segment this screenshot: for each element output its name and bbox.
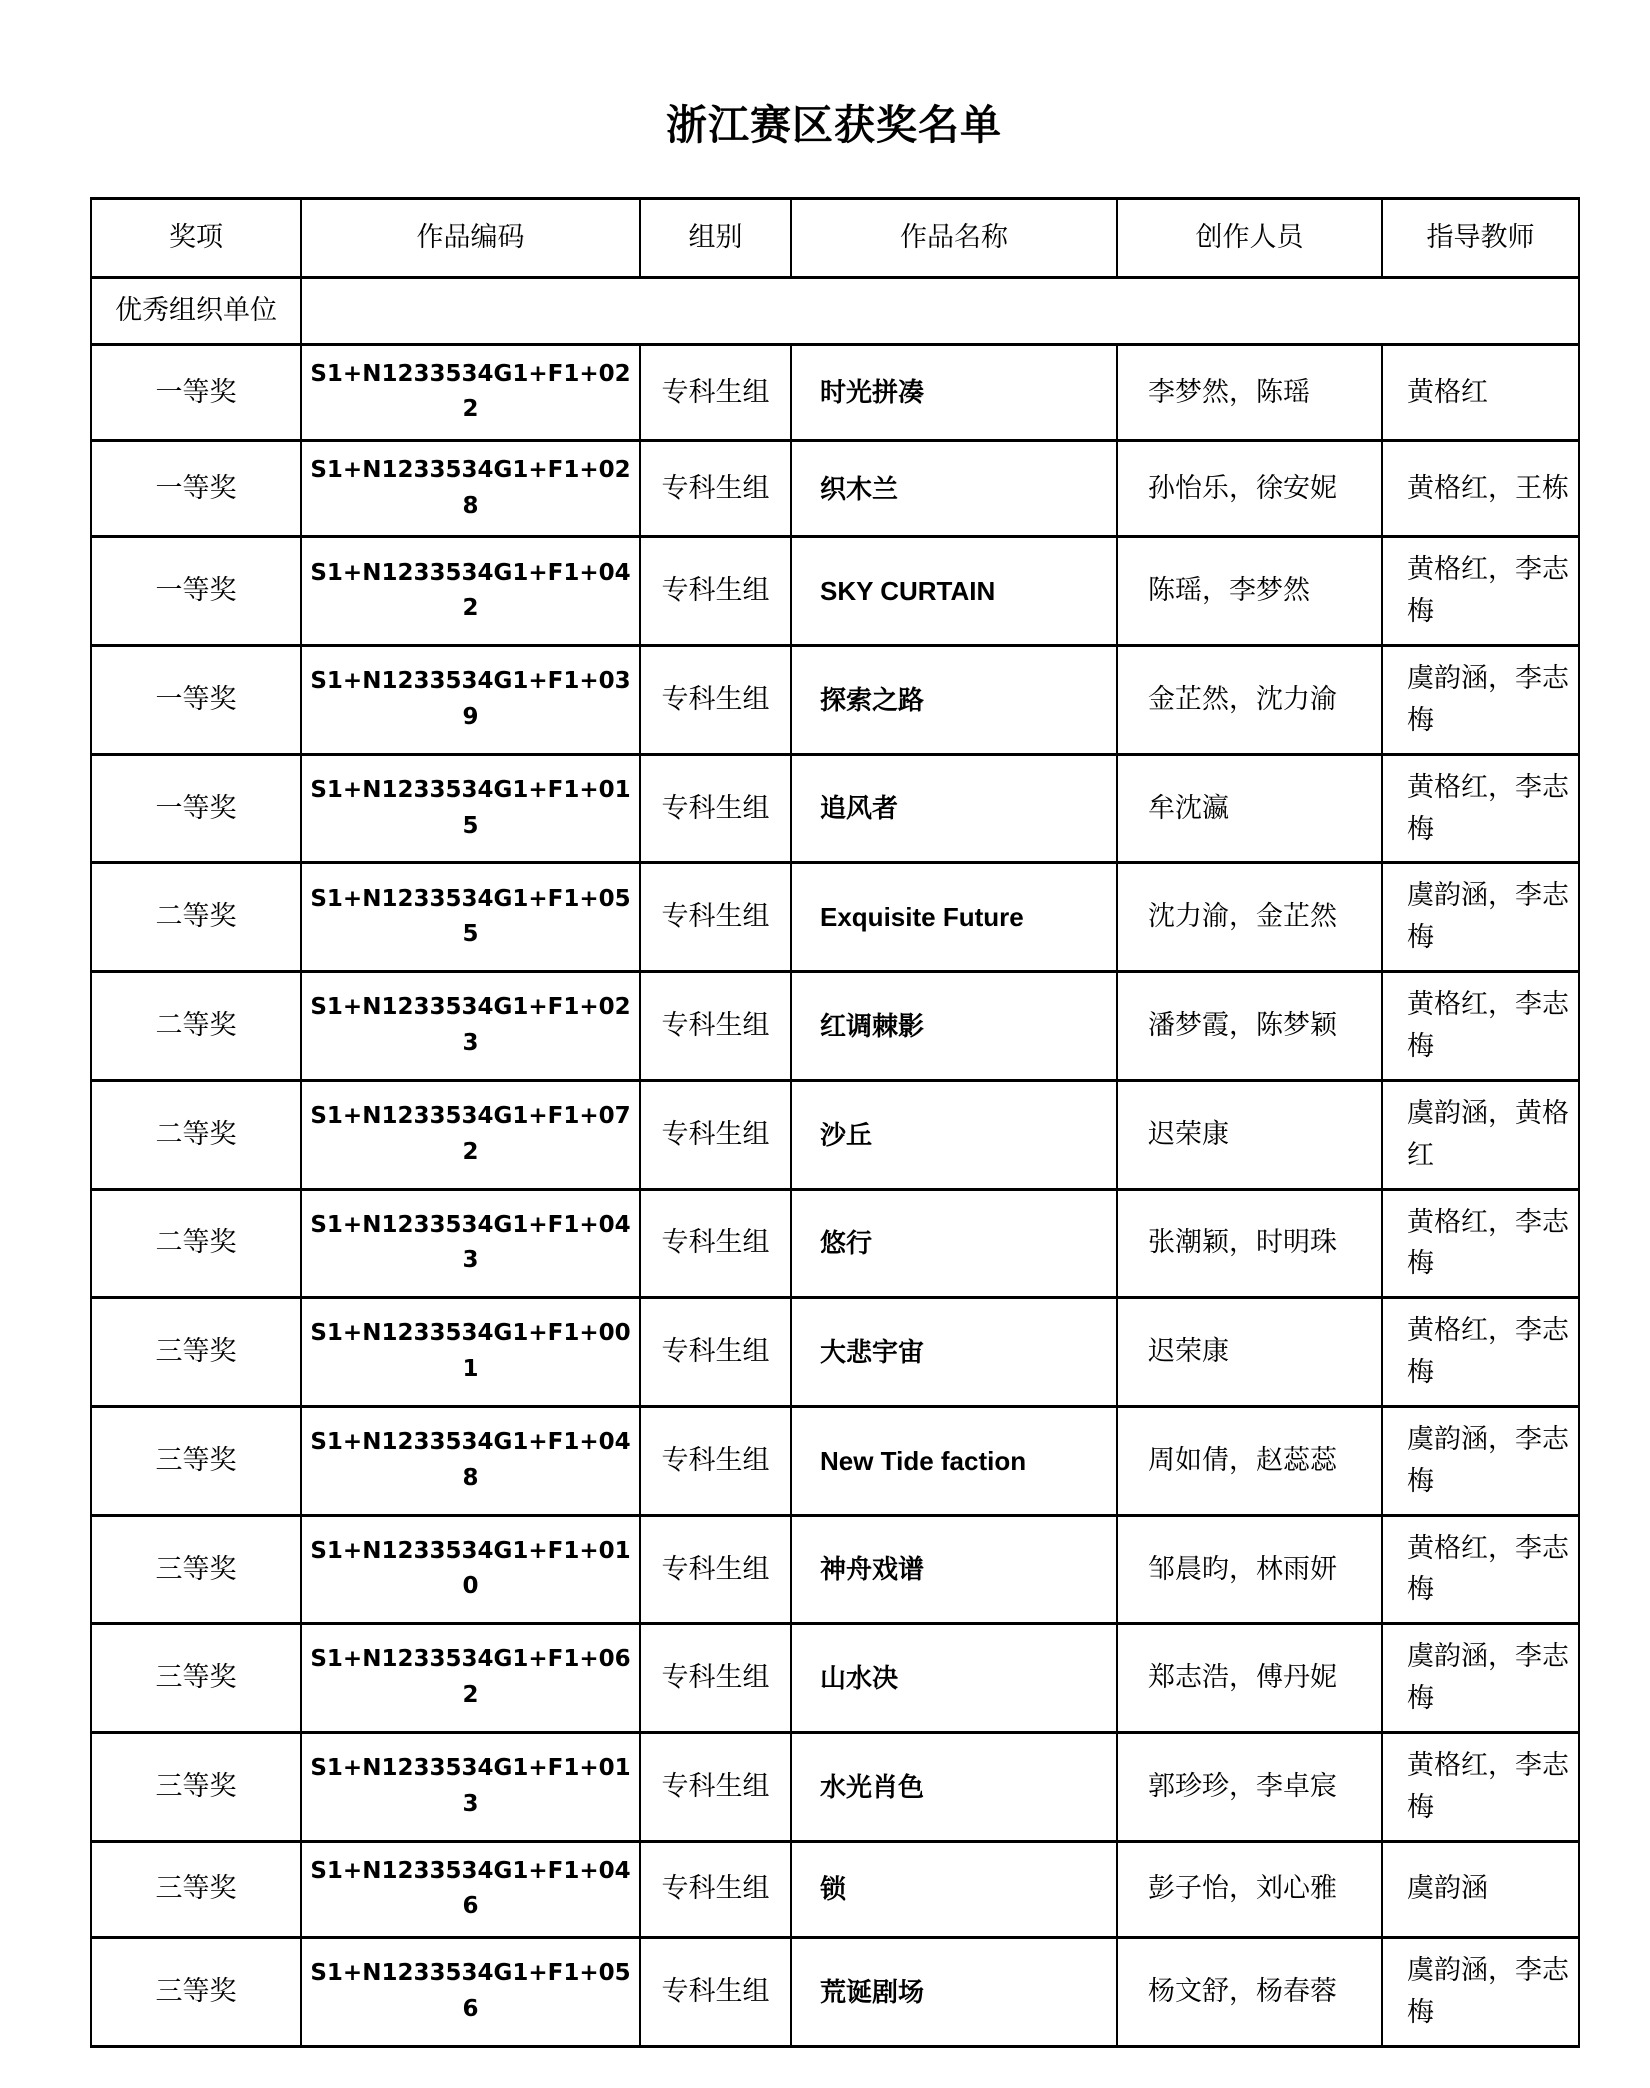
group-cell: 专科生组 [640,972,791,1081]
work-title-cell: 水光肖色 [791,1732,1117,1841]
table-row [91,863,1579,972]
teachers-cell: 黄格红，李志梅 [1382,754,1579,863]
code-cell: S1+N1233534G1+F1+039 [301,646,640,755]
code-cell: S1+N1233534G1+F1+001 [301,1298,640,1407]
award-cell: 一等奖 [91,537,301,646]
teachers-cell: 黄格红 [1382,344,1579,440]
creators-cell: 沈力渝，金芷然 [1117,863,1382,972]
work-title-cell: 荒诞剧场 [791,1937,1117,2046]
teachers-cell: 黄格红，李志梅 [1382,1515,1579,1624]
work-title-cell: 追风者 [791,754,1117,863]
header-row [91,199,1579,278]
award-cell: 三等奖 [91,1732,301,1841]
teachers-cell: 黄格红，李志梅 [1382,537,1579,646]
table-row [91,646,1579,755]
group-cell: 专科生组 [640,344,791,440]
award-cell: 三等奖 [91,1298,301,1407]
teachers-cell: 黄格红，李志梅 [1382,1732,1579,1841]
teachers-cell: 虞韵涵，黄格红 [1382,1080,1579,1189]
group-cell: 专科生组 [640,1080,791,1189]
table-row [91,754,1579,863]
code-cell: S1+N1233534G1+F1+046 [301,1841,640,1937]
table-row [91,1298,1579,1407]
group-cell: 专科生组 [640,1515,791,1624]
award-cell: 三等奖 [91,1624,301,1733]
work-title-cell: 探索之路 [791,646,1117,755]
creators-cell: 牟沈瀛 [1117,754,1382,863]
work-title-cell: Exquisite Future [791,863,1117,972]
work-title-cell: 红调棘影 [791,972,1117,1081]
creators-cell: 迟荣康 [1117,1080,1382,1189]
group-cell: 专科生组 [640,1298,791,1407]
teachers-cell: 虞韵涵，李志梅 [1382,1937,1579,2046]
creators-cell: 孙怡乐，徐安妮 [1117,441,1382,537]
table-row [91,1937,1579,2046]
work-title-cell: 时光拼凑 [791,344,1117,440]
table-row [91,537,1579,646]
special-row-empty-cell [301,278,1579,345]
code-cell: S1+N1233534G1+F1+013 [301,1732,640,1841]
work-title-cell: 大悲宇宙 [791,1298,1117,1407]
awards-table [90,197,1580,2048]
work-title-cell: 山水决 [791,1624,1117,1733]
group-cell: 专科生组 [640,754,791,863]
header-work-title: 作品名称 [791,199,1117,278]
award-cell: 三等奖 [91,1515,301,1624]
header-teachers: 指导教师 [1382,199,1579,278]
teachers-cell: 黄格红，李志梅 [1382,1189,1579,1298]
work-title-cell: 沙丘 [791,1080,1117,1189]
work-title-cell: SKY CURTAIN [791,537,1117,646]
special-row-label: 优秀组织单位 [91,278,301,345]
creators-cell: 金芷然，沈力渝 [1117,646,1382,755]
award-cell: 二等奖 [91,863,301,972]
award-cell: 二等奖 [91,972,301,1081]
table-row [91,1515,1579,1624]
creators-cell: 李梦然，陈瑶 [1117,344,1382,440]
work-title-cell: 锁 [791,1841,1117,1937]
table-row [91,344,1579,440]
work-title-cell: 织木兰 [791,441,1117,537]
award-cell: 一等奖 [91,441,301,537]
creators-cell: 彭子怡，刘心雅 [1117,1841,1382,1937]
teachers-cell: 虞韵涵 [1382,1841,1579,1937]
teachers-cell: 黄格红，李志梅 [1382,1298,1579,1407]
special-row [91,278,1579,345]
creators-cell: 郑志浩，傅丹妮 [1117,1624,1382,1733]
page-title: 浙江赛区获奖名单 [666,102,1002,148]
table-row [91,441,1579,537]
header-group: 组别 [640,199,791,278]
group-cell: 专科生组 [640,1937,791,2046]
teachers-cell: 虞韵涵，李志梅 [1382,1406,1579,1515]
award-cell: 三等奖 [91,1937,301,2046]
creators-cell: 郭珍珍，李卓宸 [1117,1732,1382,1841]
creators-cell: 杨文舒，杨春蓉 [1117,1937,1382,2046]
creators-cell: 陈瑶，李梦然 [1117,537,1382,646]
table-row [91,1624,1579,1733]
group-cell: 专科生组 [640,1406,791,1515]
award-cell: 一等奖 [91,754,301,863]
teachers-cell: 虞韵涵，李志梅 [1382,646,1579,755]
group-cell: 专科生组 [640,1841,791,1937]
group-cell: 专科生组 [640,537,791,646]
code-cell: S1+N1233534G1+F1+015 [301,754,640,863]
code-cell: S1+N1233534G1+F1+062 [301,1624,640,1733]
code-cell: S1+N1233534G1+F1+072 [301,1080,640,1189]
group-cell: 专科生组 [640,863,791,972]
work-title-cell: New Tide faction [791,1406,1117,1515]
award-cell: 一等奖 [91,646,301,755]
teachers-cell: 黄格红，王栋 [1382,441,1579,537]
header-award: 奖项 [91,199,301,278]
code-cell: S1+N1233534G1+F1+055 [301,863,640,972]
award-cell: 一等奖 [91,344,301,440]
creators-cell: 潘梦霞，陈梦颖 [1117,972,1382,1081]
table-row [91,1189,1579,1298]
creators-cell: 邹晨昀，林雨妍 [1117,1515,1382,1624]
group-cell: 专科生组 [640,1189,791,1298]
creators-cell: 张潮颖，时明珠 [1117,1189,1382,1298]
code-cell: S1+N1233534G1+F1+022 [301,344,640,440]
table-row [91,972,1579,1081]
award-cell: 三等奖 [91,1841,301,1937]
award-cell: 三等奖 [91,1406,301,1515]
award-cell: 二等奖 [91,1080,301,1189]
teachers-cell: 虞韵涵，李志梅 [1382,863,1579,972]
header-creators: 创作人员 [1117,199,1382,278]
creators-cell: 迟荣康 [1117,1298,1382,1407]
table-row [91,1406,1579,1515]
code-cell: S1+N1233534G1+F1+042 [301,537,640,646]
group-cell: 专科生组 [640,646,791,755]
table-row [91,1080,1579,1189]
group-cell: 专科生组 [640,1624,791,1733]
table-row [91,1841,1579,1937]
group-cell: 专科生组 [640,441,791,537]
code-cell: S1+N1233534G1+F1+010 [301,1515,640,1624]
creators-cell: 周如倩，赵蕊蕊 [1117,1406,1382,1515]
work-title-cell: 悠行 [791,1189,1117,1298]
code-cell: S1+N1233534G1+F1+043 [301,1189,640,1298]
code-cell: S1+N1233534G1+F1+048 [301,1406,640,1515]
table-body [91,278,1579,2047]
award-cell: 二等奖 [91,1189,301,1298]
group-cell: 专科生组 [640,1732,791,1841]
code-cell: S1+N1233534G1+F1+056 [301,1937,640,2046]
code-cell: S1+N1233534G1+F1+028 [301,441,640,537]
table-row [91,1732,1579,1841]
code-cell: S1+N1233534G1+F1+023 [301,972,640,1081]
teachers-cell: 虞韵涵，李志梅 [1382,1624,1579,1733]
header-code: 作品编码 [301,199,640,278]
teachers-cell: 黄格红，李志梅 [1382,972,1579,1081]
work-title-cell: 神舟戏谱 [791,1515,1117,1624]
